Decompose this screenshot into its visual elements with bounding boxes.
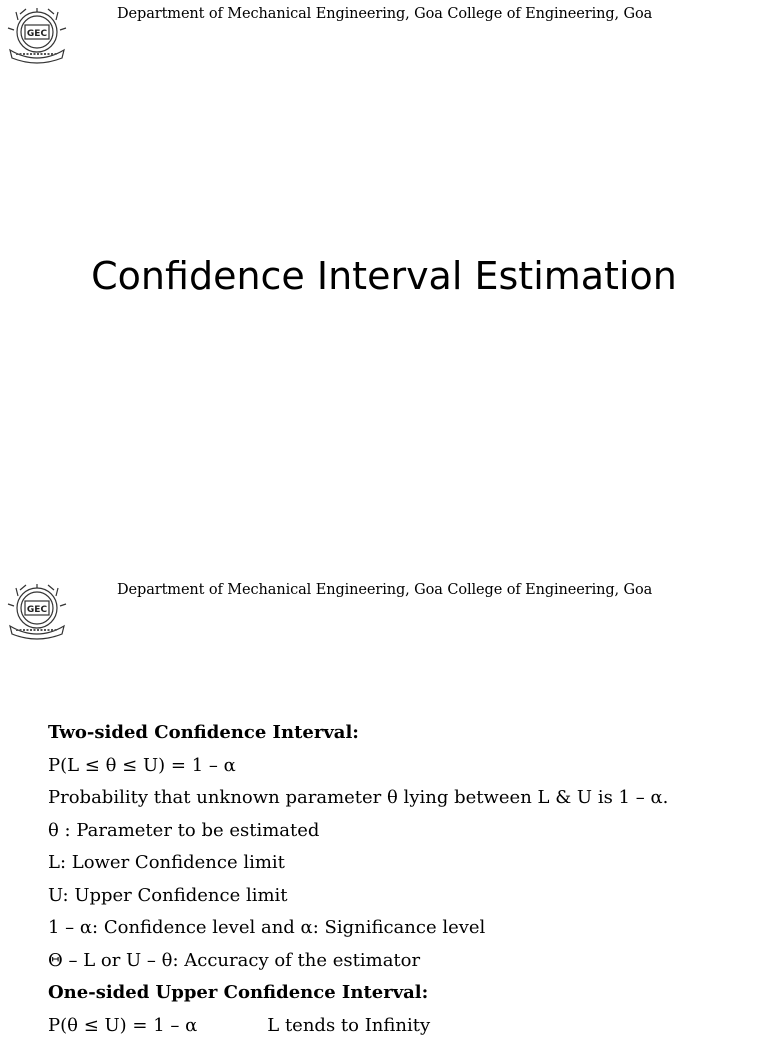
confidence-level-definition: 1 – α: Confidence level and α: Significance level <box>48 912 668 945</box>
lower-limit-definition: L: Lower Confidence limit <box>48 847 668 880</box>
heading-two-sided: Two-sided Confidence Interval: <box>48 717 668 750</box>
probability-statement: Probability that unknown parameter θ lying between L & U is 1 – α. <box>48 782 668 815</box>
department-header: Department of Mechanical Engineering, Goa College of Engineering, Goa <box>117 6 652 22</box>
heading-one-sided-upper: One-sided Upper Confidence Interval: <box>48 977 668 1010</box>
logo-text: GEC <box>27 29 48 39</box>
formula-one-sided-right: L tends to Infinity <box>267 1015 430 1036</box>
gec-logo-icon <box>6 6 68 64</box>
upper-limit-definition: U: Upper Confidence limit <box>48 880 668 913</box>
slide-2 <box>0 576 768 1024</box>
logo-text: GEC <box>27 605 48 615</box>
formula-two-sided: P(L ≤ θ ≤ U) = 1 – α <box>48 750 668 783</box>
formula-one-sided-left: P(θ ≤ U) = 1 – α <box>48 1015 197 1036</box>
accuracy-definition: Θ – L or U – θ: Accuracy of the estimator <box>48 945 668 978</box>
slide-title: Confidence Interval Estimation <box>0 254 768 298</box>
theta-definition: θ : Parameter to be estimated <box>48 815 668 848</box>
slide-content <box>48 717 668 1042</box>
gec-logo-icon <box>6 582 68 640</box>
formula-one-sided-upper <box>48 1010 668 1042</box>
department-header: Department of Mechanical Engineering, Goa College of Engineering, Goa <box>117 582 652 598</box>
